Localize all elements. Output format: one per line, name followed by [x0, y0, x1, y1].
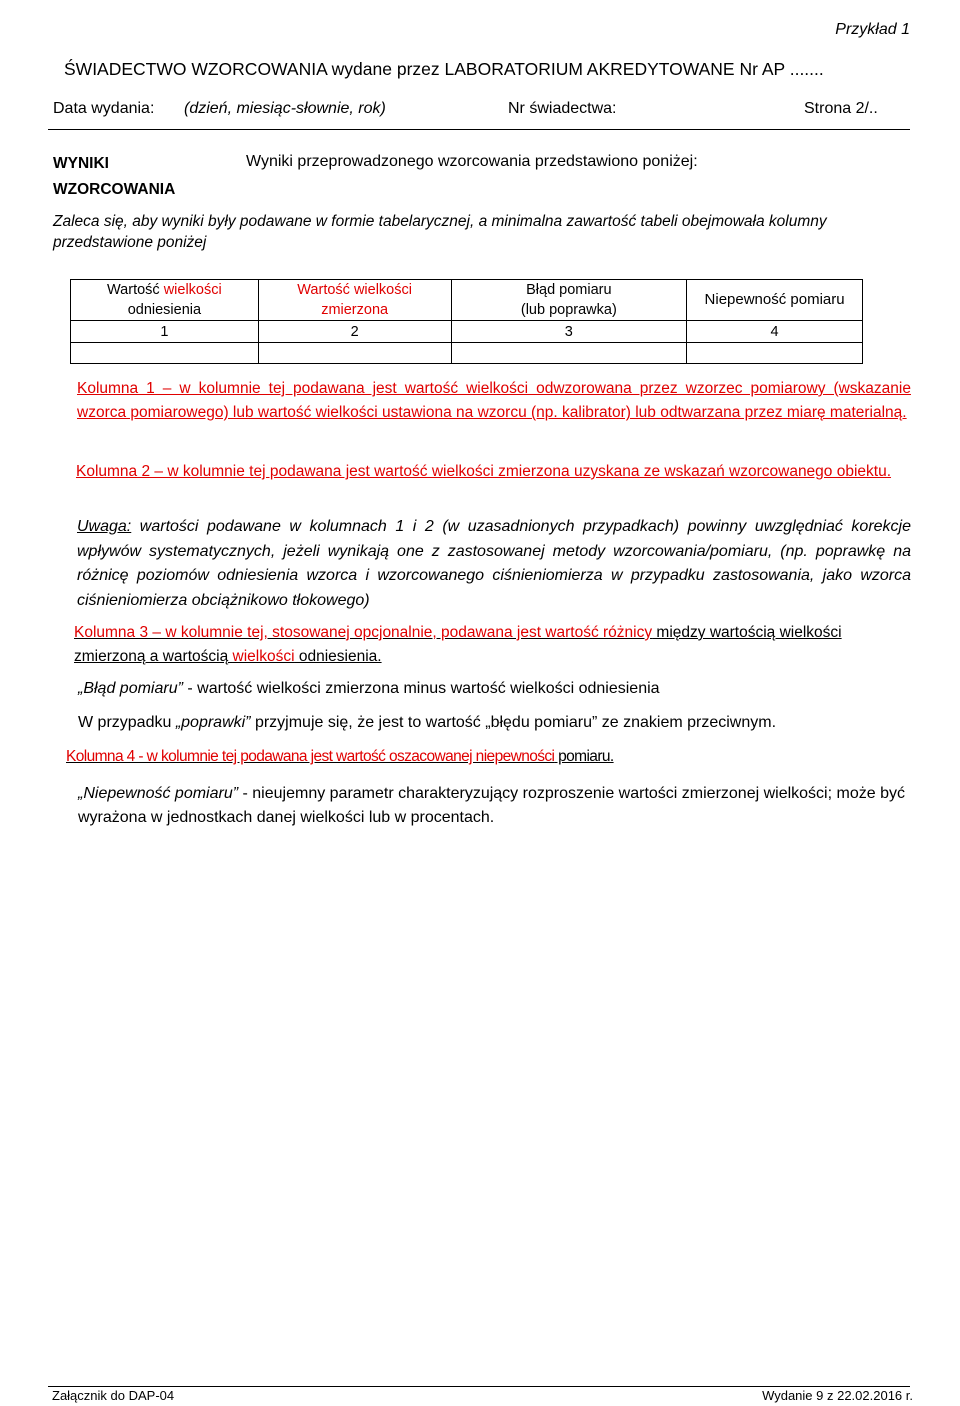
results-table-template	[70, 279, 863, 364]
table-recommendation: Zaleca się, aby wyniki były podawane w formie tabelarycznej, a minimalna zawartość tabeli obejmowała kolumny przedstawione poniżej	[53, 213, 827, 251]
correction-definition: W przypadku „poprawki” przyjmuje się, że jest to wartość „błędu pomiaru” ze znakiem przeciwnym.	[78, 714, 777, 731]
results-intro: Wyniki przeprowadzonego wzorcowania przedstawiono poniżej:	[246, 153, 698, 170]
empty-cell	[687, 343, 863, 364]
col3-header: Błąd pomiaru (lub poprawka)	[451, 280, 687, 321]
col1-header: Wartość wielkości odniesienia	[71, 280, 259, 321]
col-number: 4	[687, 321, 863, 343]
col4-header: Niepewność pomiaru	[687, 280, 863, 321]
empty-cell	[71, 343, 259, 364]
page-number: Strona 2/..	[804, 100, 878, 117]
certificate-title: ŚWIADECTWO WZORCOWANIA wydane przez LABORATORIUM AKREDYTOWANE Nr AP .......	[64, 59, 824, 79]
header-divider	[48, 129, 910, 130]
issue-date-label: Data wydania:	[53, 100, 155, 117]
remark-note: Uwaga: wartości podawane w kolumnach 1 i 2 (w uzasadnionych przypadkach) powinny uwzględniać korekcje wpływów systematycznych, jeżeli wynikają one z zastosowanej metody wzorcowania/pomiaru, (np. poprawkę na różnicę poziomów odniesienia wzorca i wzorcowanego ciśnieniomierza w przypadku zastosowania, jako wzorca ciśnieniomierza obciążnikowo tłokowego)	[77, 518, 911, 609]
footer-annex: Załącznik do DAP-04	[52, 1388, 175, 1403]
issue-meta-row	[53, 100, 910, 122]
column4-note: Kolumna 4 - w kolumnie tej podawana jest wartość oszacowanej niepewności pomiaru.	[66, 748, 614, 765]
col-number: 2	[258, 321, 451, 343]
uncertainty-definition: „Niepewność pomiaru” - nieujemny parametr charakteryzujący rozproszenie wartości zmierzonej wielkości; może być wyrażona w jednostkach danej wielkości lub w procentach.	[78, 785, 905, 826]
column2-note: Kolumna 2 – w kolumnie tej podawana jest wartość wielkości zmierzona uzyskana ze wskazań wzorcowanego obiektu.	[76, 463, 892, 480]
footer-divider	[48, 1386, 910, 1387]
column1-note: Kolumna 1 – w kolumnie tej podawana jest wartość wielkości odwzorowana przez wzorzec pomiarowy (wskazanie wzorca pomiarowego) lub wartość wielkości ustawiona na wzorcu (np. kalibrator) lub odtwarzana przez miarę materialną.	[77, 380, 911, 421]
error-definition: „Błąd pomiaru” - wartość wielkości zmierzona minus wartość wielkości odniesienia	[78, 680, 660, 697]
empty-cell	[451, 343, 687, 364]
results-section-label: WYNIKI WZORCOWANIA	[53, 155, 176, 198]
column3-note: Kolumna 3 – w kolumnie tej, stosowanej opcjonalnie, podawana jest wartość różnicy między wartością wielkości zmierzoną a wartością wielkości odniesienia.	[74, 624, 842, 665]
col2-header: Wartość wielkości zmierzona	[258, 280, 451, 321]
cert-number-label: Nr świadectwa:	[508, 100, 617, 117]
issue-date-value: (dzień, miesiąc-słownie, rok)	[184, 100, 386, 117]
example-label: Przykład 1	[835, 21, 910, 38]
col-number: 3	[451, 321, 687, 343]
empty-cell	[258, 343, 451, 364]
footer-edition: Wydanie 9 z 22.02.2016 r.	[762, 1388, 913, 1403]
col-number: 1	[71, 321, 259, 343]
